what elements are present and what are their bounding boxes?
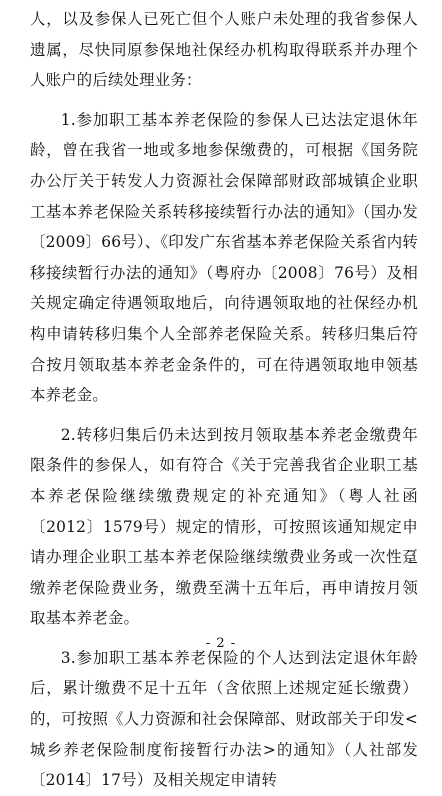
paragraph-continuation: 人，以及参保人已死亡但个人账户未处理的我省参保人遗属，尽快同原参保地社保经办机构取得联系并办理个人账户的后续处理业务： (30, 10, 418, 90)
document-body (30, 4, 418, 796)
page-number: - 2 - (205, 636, 237, 651)
paragraph-item-2: 2.转移归集后仍未达到按月领取基本养老金缴费年限条件的参保人，如有符合《关于完善我省企业职工基本养老保险继续缴费规定的补充通知》（粤人社函〔2012〕1579号）规定的情形，可按照该通知规定申请办理企业职工基本养老保险继续缴费业务或一次性趸缴养老保险费业务，缴费至满十五年后，再申请按月领取基本养老金。 (30, 425, 418, 628)
paragraph-item-3: 3.参加职工基本养老保险的个人达到法定退休年龄后，累计缴费不足十五年（含依照上述规定延长缴费）的，可按照《人力资源和社会保障部、财政部关于印发<城乡养老保险制度衔接暂行办法>的通知》（人社部发〔2014〕17号）及相关规定申请转 (30, 648, 418, 790)
paragraph-item-1: 1.参加职工基本养老保险的参保人已达法定退休年龄，曾在我省一地或多地参保缴费的，可根据《国务院办公厅关于转发人力资源社会保障部财政部城镇企业职工基本养老保险关系转移接续暂行办法的通知》（国办发〔2009〕66号）、《印发广东省基本养老保险关系省内转移接续暂行办法的通知》（粤府办〔2008〕76号）及相关规定确定待遇领取地后，向待遇领取地的社保经办机构申请转移归集个人全部养老保险关系。转移归集后符合按月领取基本养老金条件的，可在待遇领取地申领基本养老金。 (30, 110, 418, 405)
